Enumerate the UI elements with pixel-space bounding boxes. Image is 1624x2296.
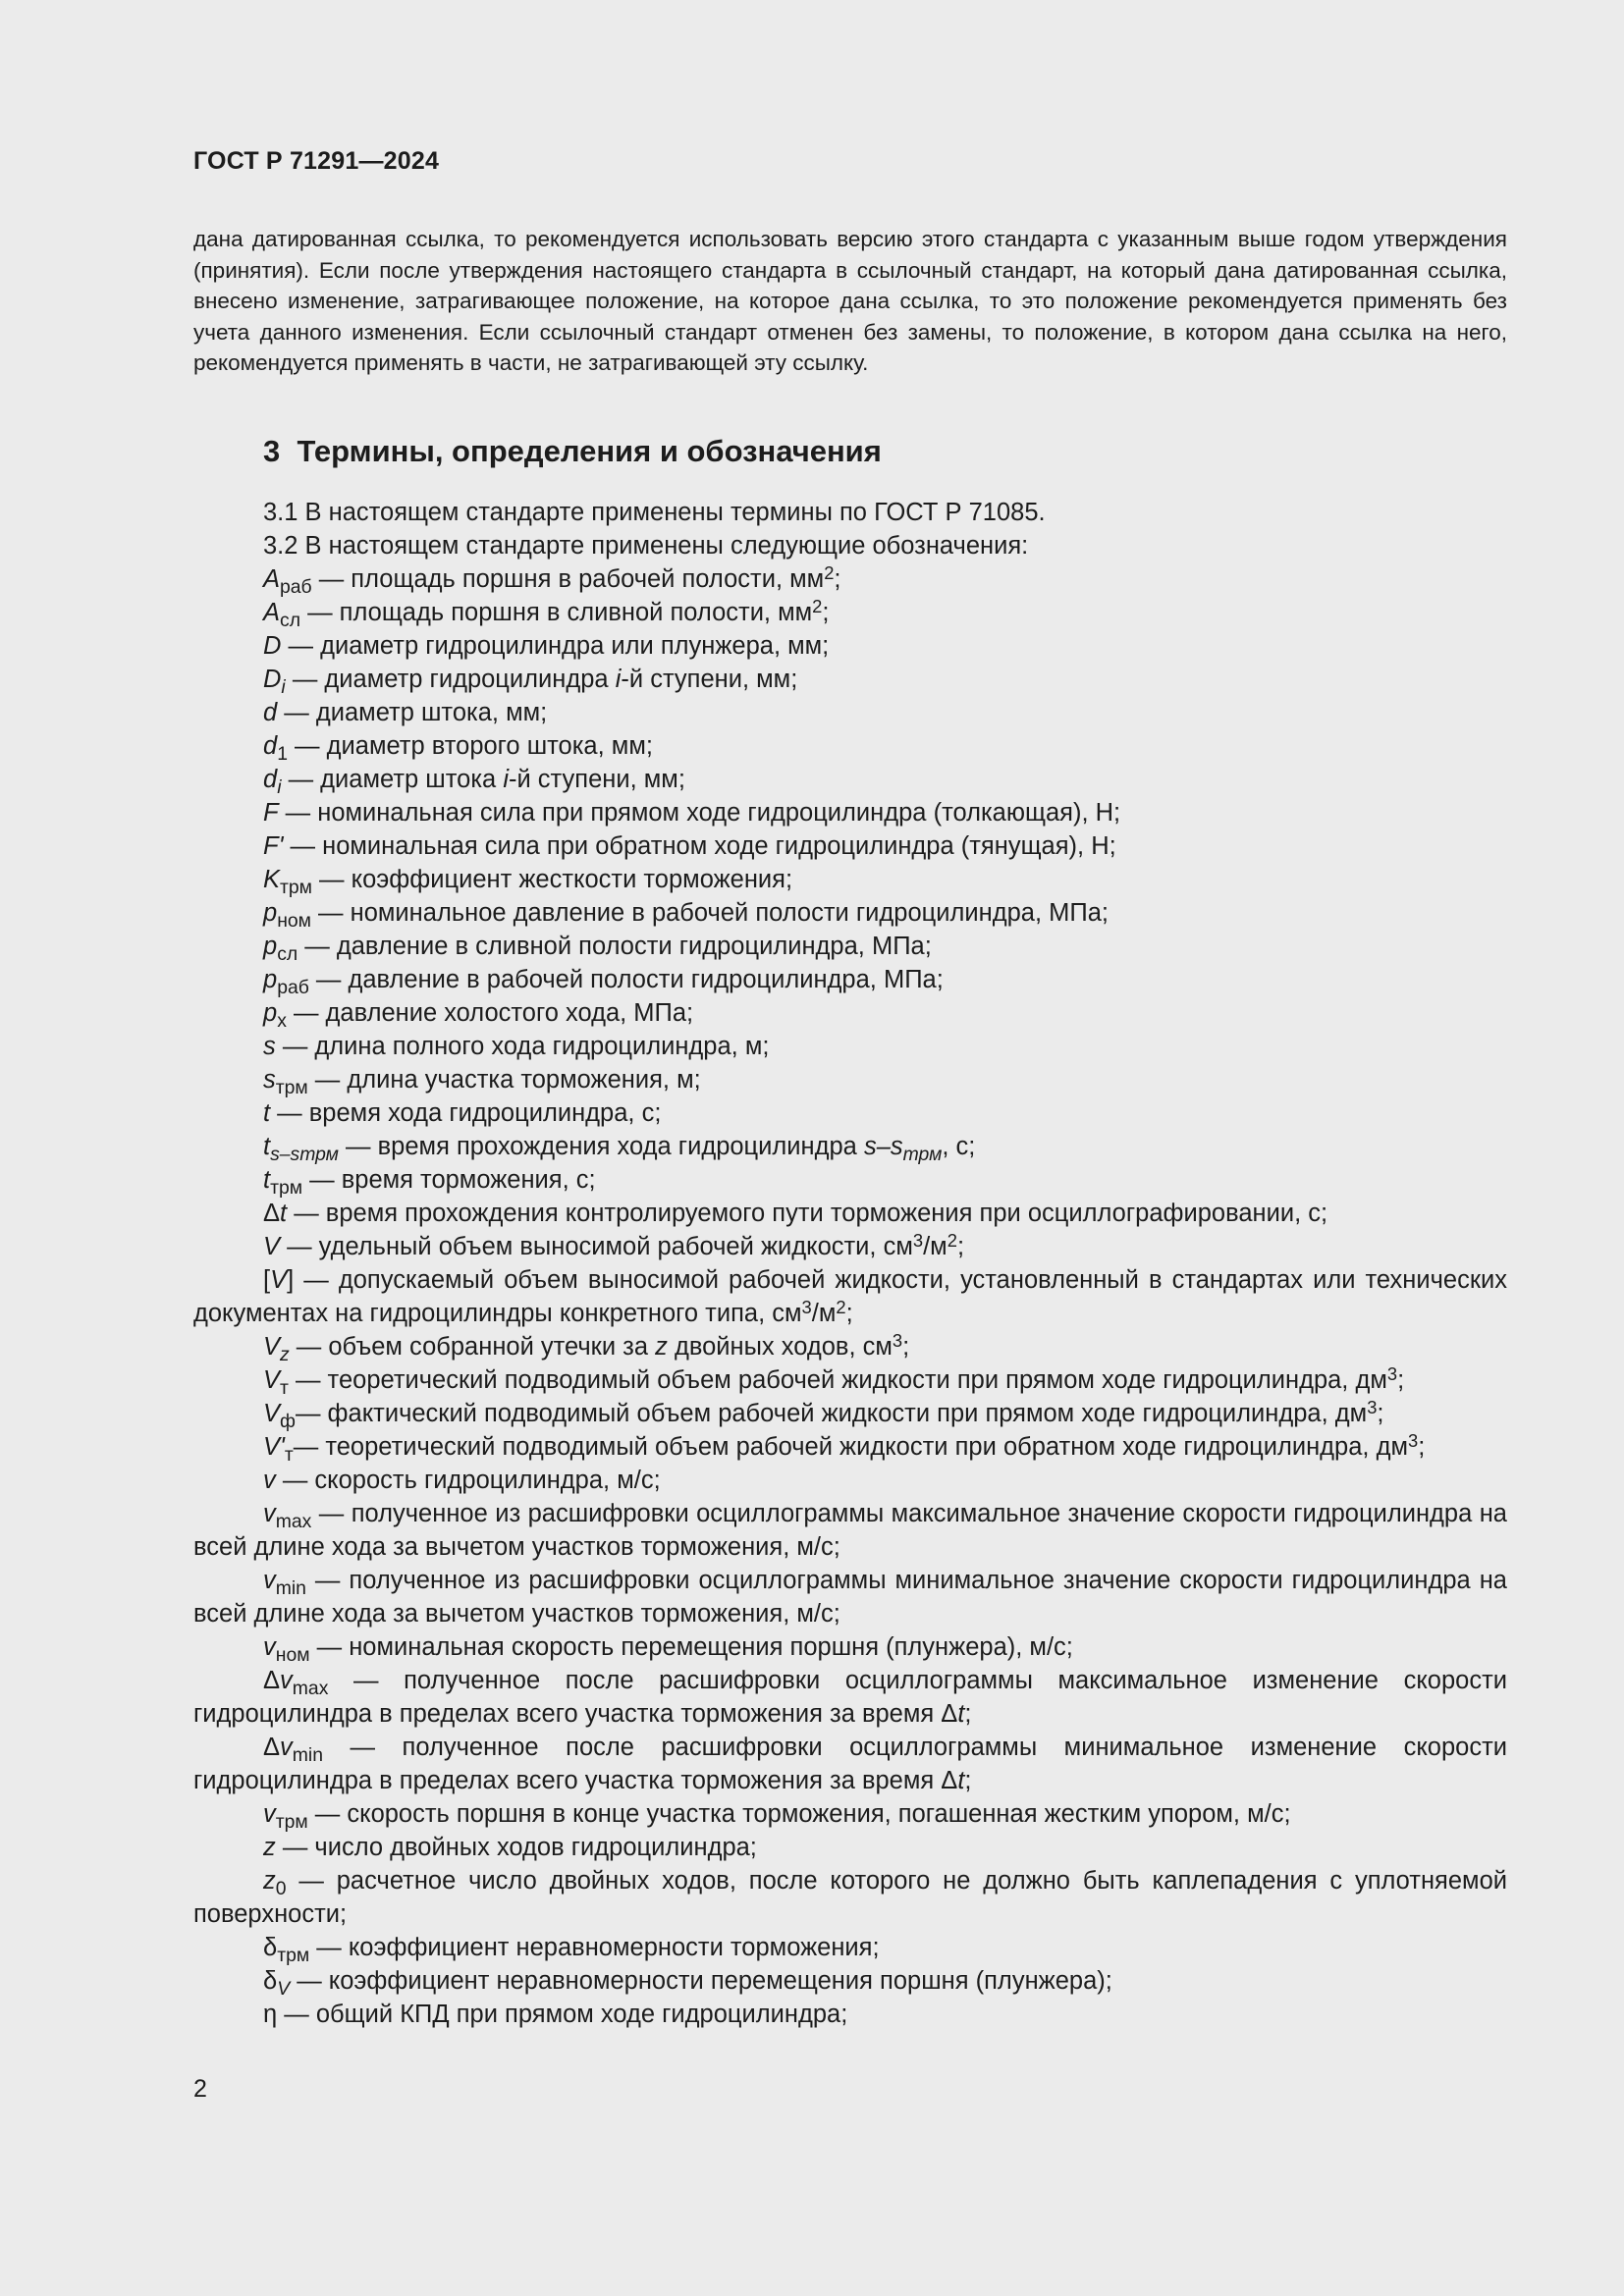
definition-text-run: , с; [942, 1133, 976, 1160]
symbol-definition [193, 1096, 1507, 1130]
definition-text-run: 2 [824, 561, 835, 583]
definition-text-run: i [503, 766, 509, 793]
definition-text-run: V' [263, 1433, 285, 1461]
symbol-definition [193, 930, 1507, 966]
definition-text-run: ; [964, 1767, 972, 1794]
definition-text-run: [ [263, 1266, 271, 1294]
symbol-definition [193, 763, 1507, 799]
symbol-definition [193, 896, 1507, 933]
definition-text-run: — время торможения, с; [302, 1166, 596, 1194]
symbol-definition [193, 1931, 1507, 1967]
definition-text-run: -й ступени, мм; [621, 666, 798, 693]
definition-text-run: t [957, 1700, 965, 1728]
definition-text-run: 2 [947, 1229, 957, 1251]
definition-text-run: трм [270, 1177, 303, 1200]
symbol-definition [193, 1429, 1507, 1467]
definition-text-run: ; [964, 1700, 972, 1728]
paragraph-3-1: 3.1 В настоящем стандарте применены термины по ГОСТ Р 71085. [263, 499, 1046, 526]
symbol-definition [193, 1497, 1507, 1564]
definition-text-run: 3 [801, 1296, 812, 1317]
symbol-definition [193, 963, 1507, 999]
symbol-definition [193, 1396, 1507, 1433]
definition-text-run: v [263, 1800, 276, 1828]
definition-text-run: — число двойных ходов гидроцилиндра; [275, 1834, 757, 1861]
symbol-definition [193, 1130, 1507, 1166]
definition-text-run: v [263, 1467, 276, 1494]
definition-text-run: s–sтрм [270, 1144, 339, 1166]
definition-text-run: min [275, 1577, 306, 1600]
definition-text-run: — теоретический подводимый объем рабочей жидкости при обратном ходе гидроцилиндра, дм [293, 1433, 1408, 1461]
definition-text-run: — давление холостого хода, МПа; [286, 999, 694, 1027]
symbol-definition [193, 1230, 1507, 1263]
definition-text-run: т [280, 1377, 289, 1400]
definition-text-run: ; [1377, 1400, 1384, 1427]
symbol-definition [193, 629, 1507, 663]
definition-text-run: — полученное из расшифровки осциллограммы максимальное значение скорости гидроцилиндра на всей длине хода за вычетом участков торможения, м/с; [193, 1500, 1507, 1561]
symbol-definition [193, 561, 1507, 599]
definition-text-run: δ [263, 1934, 278, 1961]
symbol-definition [193, 1263, 1507, 1330]
definition-text-run: min [292, 1744, 323, 1767]
symbol-definition [193, 1163, 1507, 1200]
definition-text-run: сл [280, 610, 300, 632]
definition-text-run: 3 [1367, 1396, 1378, 1417]
definition-text-run: V [270, 1266, 288, 1294]
definition-text-run: δ [263, 1967, 278, 1995]
section-heading [263, 434, 882, 469]
definition-text-run: т [284, 1444, 294, 1467]
definition-text-run: ; [1397, 1366, 1405, 1394]
definition-text-run: ; [822, 599, 830, 626]
definition-text-run: F' [263, 832, 284, 860]
definition-text-run: p [263, 999, 278, 1027]
definition-text-run: — длина полного хода гидроцилиндра, м; [275, 1033, 770, 1060]
definition-text-run: 0 [275, 1878, 287, 1900]
definition-text-run: 3 [1386, 1362, 1398, 1384]
definition-text-run: ном [277, 910, 311, 933]
intro-block [193, 224, 1507, 379]
symbol-definition [193, 1329, 1507, 1366]
definition-text-run: V [263, 1400, 281, 1427]
definition-text-run: i [277, 776, 282, 799]
definition-text-run: ; [845, 1300, 853, 1327]
definition-text-run: t [280, 1200, 288, 1227]
definition-text-run: v [263, 1633, 276, 1661]
definition-text-run: — номинальное давление в рабочей полости гидроцилиндра, МПа; [310, 899, 1109, 927]
definition-text-run: — время хода гидроцилиндра, с; [270, 1099, 662, 1127]
symbol-definition [193, 1664, 1507, 1731]
definition-text-run: — диаметр штока, мм; [277, 699, 548, 726]
definition-text-run: Δ [263, 1667, 281, 1694]
definition-text-run: d [263, 699, 278, 726]
definition-text-run: max [275, 1511, 312, 1533]
symbol-definition [193, 1630, 1507, 1667]
definition-text-run: — диаметр штока [281, 766, 504, 793]
definition-text-run: — скорость гидроцилиндра, м/с; [275, 1467, 661, 1494]
definition-text-run: A [263, 565, 281, 593]
definition-text-run: -й ступени, мм; [508, 766, 685, 793]
definition-text-run: 3 [912, 1229, 924, 1251]
definition-text-run: — давление в рабочей полости гидроцилиндра, МПа; [308, 966, 944, 993]
definition-text-run: 2 [836, 1296, 846, 1317]
definition-text-run: 3 [1408, 1429, 1419, 1451]
definition-text-run: — диаметр гидроцилиндра или плунжера, мм; [281, 632, 830, 660]
symbols-list [193, 562, 1507, 2031]
definition-text-run: — диаметр гидроцилиндра [285, 666, 616, 693]
symbol-definition [193, 1831, 1507, 1864]
definition-text-run: сл [277, 943, 298, 966]
definition-text-run: p [263, 899, 278, 927]
section-body [193, 496, 1507, 2031]
definition-text-run: ; [902, 1333, 910, 1361]
definition-text-run: трм [275, 1811, 308, 1834]
symbol-definition [193, 1864, 1507, 1931]
definition-text-run: раб [280, 576, 312, 599]
symbol-definition [193, 1731, 1507, 1797]
definition-text-run: ; [834, 565, 841, 593]
definition-text-run: раб [277, 977, 309, 999]
definition-text-run: 1 [277, 743, 288, 766]
definition-text-run: v [263, 1500, 276, 1527]
definition-text-run: V [263, 1333, 281, 1361]
symbol-definition [193, 696, 1507, 729]
definition-text-run: d [263, 732, 278, 760]
definition-text-run: v [263, 1567, 276, 1594]
definition-text-run: 2 [812, 595, 823, 616]
definition-text-run: K [263, 866, 281, 893]
symbol-definition [193, 1030, 1507, 1063]
symbol-definition [193, 829, 1507, 863]
definition-text-run: z [655, 1333, 668, 1361]
definition-text-run: Δ [263, 1200, 281, 1227]
definition-text-run: ном [275, 1644, 310, 1667]
definition-text-run: i [615, 666, 622, 693]
definition-text-run: — полученное из расшифровки осциллограммы минимальное значение скорости гидроцилиндра на всей длине хода за вычетом участков торможения, м/с; [193, 1567, 1507, 1628]
definition-text-run: s [263, 1066, 276, 1094]
definition-text-run: — коэффициент жесткости торможения; [311, 866, 793, 893]
definition-text-run: — длина участка торможения, м; [307, 1066, 701, 1094]
symbol-definition [193, 729, 1507, 766]
definition-text-run: z [263, 1867, 276, 1895]
definition-text-run: двойных ходов, см [667, 1333, 893, 1361]
definition-text-run: z [263, 1834, 276, 1861]
definition-text-run: V [263, 1233, 281, 1260]
definition-text-run: t [263, 1166, 271, 1194]
symbol-definition [193, 595, 1507, 632]
page-number: 2 [193, 2075, 207, 2103]
symbol-definition [193, 1564, 1507, 1630]
definition-text-run: d [263, 766, 278, 793]
definition-text-run: — номинальная сила при прямом ходе гидроцилиндра (толкающая), Н; [278, 799, 1121, 827]
definition-text-run: — скорость поршня в конце участка торможения, погашенная жестким упором, м/с; [307, 1800, 1291, 1828]
definition-text-run: ; [1418, 1433, 1426, 1461]
definition-text-run: /м [923, 1233, 947, 1260]
definition-text-run: — номинальная скорость перемещения поршня (плунжера), м/с; [309, 1633, 1073, 1661]
symbol-definition [193, 1197, 1507, 1230]
definition-text-run: p [263, 966, 278, 993]
definition-text-run: s [263, 1033, 276, 1060]
definition-text-run: A [263, 599, 281, 626]
definition-text-run: v [280, 1667, 293, 1694]
intro-paragraph: дана датированная ссылка, то рекомендуется использовать версию этого стандарта с указанным выше годом утверждения (принятия). Если после утверждения настоящего стандарта в ссылочный стандарт, на который дана датированная ссылка, внесено изменение, затрагивающее положение, на которое дана ссылка, то это положение рекомендуется применять без учета данного изменения. Если ссылочный стандарт отменен без замены, то положение, в котором дана ссылка на него, рекомендуется применять в части, не затрагивающей эту ссылку. [193, 227, 1507, 375]
definition-text-run: — фактический подводимый объем рабочей жидкости при прямом ходе гидроцилиндра, дм [295, 1400, 1368, 1427]
definition-text-run: V [277, 1978, 291, 2001]
definition-text-run: — номинальная сила при обратном ходе гидроцилиндра (тянущая), Н; [283, 832, 1116, 860]
definition-text-run: трм [902, 1144, 943, 1166]
definition-text-run: V [263, 1366, 281, 1394]
definition-text-run: ф [280, 1411, 296, 1433]
definition-text-run: t [957, 1767, 965, 1794]
symbol-definition [193, 1063, 1507, 1099]
document-id-header: ГОСТ Р 71291—2024 [193, 147, 440, 175]
symbol-definition [193, 996, 1507, 1033]
definition-text-run: i [281, 676, 286, 699]
definition-text-run: z [280, 1344, 290, 1366]
definition-text-run: — диаметр второго штока, мм; [287, 732, 653, 760]
symbol-definition [193, 1797, 1507, 1834]
definition-text-run: — время прохождения хода гидроцилиндра [338, 1133, 864, 1160]
symbol-definition [193, 1464, 1507, 1497]
section-title: Термины, определения и обозначения [297, 434, 882, 468]
definition-text-run: — теоретический подводимый объем рабочей жидкости при прямом ходе гидроцилиндра, дм [288, 1366, 1387, 1394]
definition-text-run: — расчетное число двойных ходов, после которого не должно быть каплепадения с уплотняемой поверхности; [193, 1867, 1507, 1928]
definition-text-run: max [292, 1678, 329, 1700]
definition-text-run: Δ [263, 1734, 281, 1761]
definition-text-run: — объем собранной утечки за [289, 1333, 656, 1361]
definition-text-run: трм [280, 877, 312, 899]
symbol-definition [193, 663, 1507, 699]
definition-text-run: трм [277, 1945, 310, 1967]
symbol-definition [193, 863, 1507, 899]
definition-text-run: ] — допускаемый объем выносимой рабочей жидкости, установленный в стандартах или технических документах на гидроцилиндры конкретного типа, см [193, 1266, 1507, 1327]
paragraph-3-2: 3.2 В настоящем стандарте применены следующие обозначения: [263, 532, 1029, 560]
definition-text-run: — коэффициент неравномерности торможения; [309, 1934, 880, 1961]
section-number: 3 [263, 434, 281, 468]
symbol-definition [193, 1362, 1507, 1400]
definition-text-run: t [263, 1133, 271, 1160]
symbol-definition [193, 796, 1507, 829]
definition-text-run: p [263, 933, 278, 960]
definition-text-run: — общий КПД при прямом ходе гидроцилиндра; [277, 2001, 848, 2028]
definition-text-run: F [263, 799, 279, 827]
definition-text-run: — площадь поршня в сливной полости, мм [300, 599, 813, 626]
definition-text-run: — площадь поршня в рабочей полости, мм [311, 565, 825, 593]
symbol-definition [193, 1964, 1507, 2001]
definition-text-run: — полученное после расшифровки осциллограммы минимальное изменение скорости гидроцилиндра в пределах всего участка торможения за время Δ [193, 1734, 1507, 1794]
definition-text-run: v [280, 1734, 293, 1761]
definition-text-run: η [263, 2001, 278, 2028]
definition-text-run: — удельный объем выносимой рабочей жидкости, см [280, 1233, 913, 1260]
symbol-definition [193, 1998, 1507, 2031]
definition-text-run: — полученное после расшифровки осциллограммы максимальное изменение скорости гидроцилиндра в пределах всего участка торможения за время Δ [193, 1667, 1507, 1728]
definition-text-run: 3 [892, 1329, 903, 1351]
definition-text-run: /м [811, 1300, 837, 1327]
definition-text-run: t [263, 1099, 271, 1127]
definition-text-run: ; [956, 1233, 965, 1260]
definition-text-run: D [263, 666, 282, 693]
definition-text-run: трм [275, 1077, 308, 1099]
definition-text-run: s–s [863, 1133, 903, 1160]
definition-text-run: — время прохождения контролируемого пути торможения при осциллографировании, с; [287, 1200, 1328, 1227]
definition-text-run: — давление в сливной полости гидроцилиндра, МПа; [298, 933, 932, 960]
definition-text-run: х [277, 1010, 287, 1033]
definition-text-run: D [263, 632, 282, 660]
definition-text-run: — коэффициент неравномерности перемещения поршня (плунжера); [290, 1967, 1112, 1995]
